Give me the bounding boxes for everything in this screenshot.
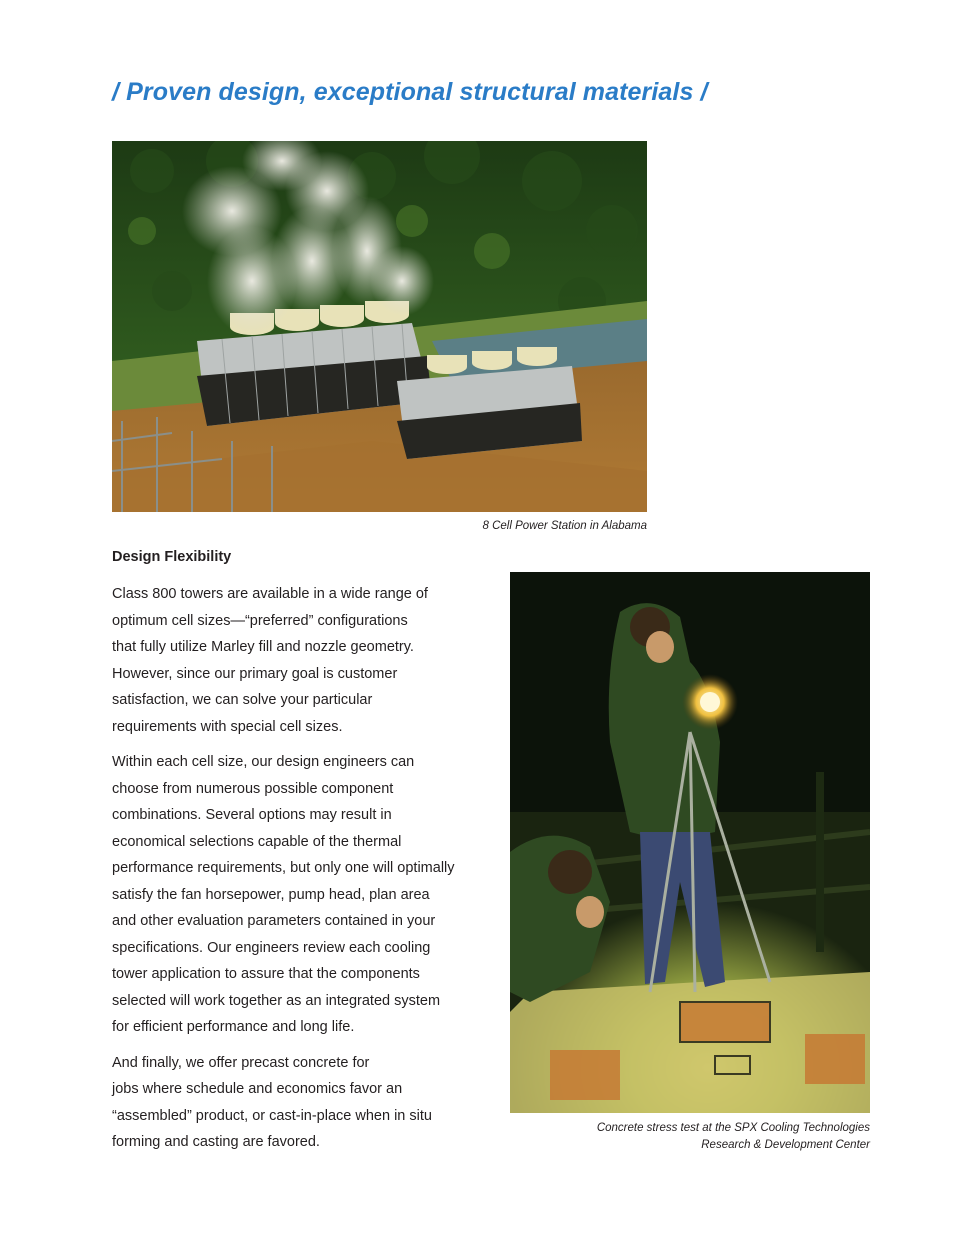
text-line: jobs where schedule and economics favor an (112, 1081, 403, 1097)
caption-line: Concrete stress test at the SPX Cooling Technologies (596, 1122, 870, 1134)
paragraph (112, 749, 482, 1041)
text-line: forming and casting are favored. (112, 1134, 320, 1150)
text-line: requirements with special cell sizes. (112, 718, 343, 735)
top-photo-caption: 8 Cell Power Station in Alabama (482, 520, 647, 532)
text-line: choose from numerous possible component (112, 780, 394, 797)
text-line: economical selections capable of the thermal (112, 833, 402, 850)
text-line: “assembled” product, or cast-in-place when in situ (112, 1107, 432, 1124)
body-text (112, 581, 482, 1165)
caption-line: Research & Development Center (701, 1139, 870, 1151)
text-line: combinations. Several options may result in (112, 807, 392, 823)
text-line: performance requirements, but only one will optimally (112, 860, 455, 876)
text-line: optimum cell sizes—“preferred” configurations (112, 612, 408, 629)
text-line: for efficient performance and long life. (112, 1019, 355, 1035)
text-line: satisfaction, we can solve your particular (112, 692, 373, 708)
text-line: However, since our primary goal is customer (112, 665, 398, 682)
section-heading: Design Flexibility (112, 549, 232, 565)
text-line: Class 800 towers are available in a wide range of (112, 586, 428, 602)
text-line: satisfy the fan horsepower, pump head, plan area (112, 886, 430, 903)
text-line: tower application to assure that the components (112, 966, 420, 982)
text-line: and other evaluation parameters contained in your (112, 913, 436, 929)
concrete-test-photo (510, 572, 870, 1113)
right-photo-caption (597, 1120, 870, 1154)
page-title: / Proven design, exceptional structural materials / (112, 78, 708, 106)
text-line: that fully utilize Marley fill and nozzle geometry. (112, 639, 414, 655)
text-line: And finally, we offer precast concrete for (112, 1054, 370, 1071)
cooling-tower-photo (112, 141, 647, 512)
text-line: selected will work together as an integrated system (112, 992, 441, 1009)
text-line: Within each cell size, our design engineers can (112, 754, 415, 770)
paragraph (112, 581, 482, 740)
text-line: specifications. Our engineers review each cooling (112, 939, 431, 956)
paragraph (112, 1050, 482, 1156)
